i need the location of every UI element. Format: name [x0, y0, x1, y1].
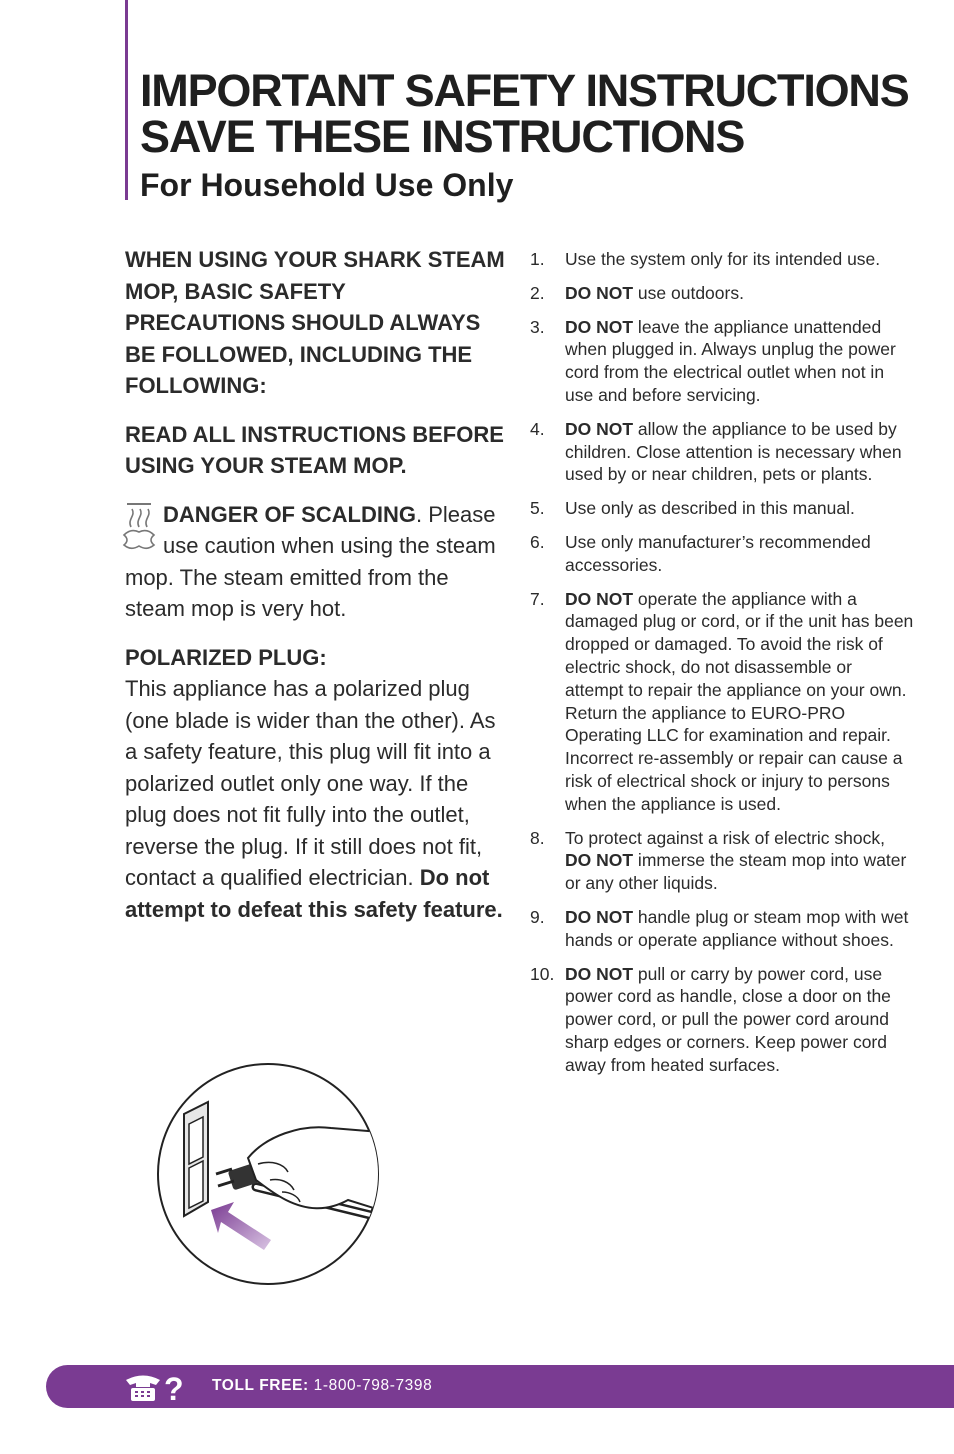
- instruction-item: [530, 282, 915, 305]
- instruction-item: [530, 248, 915, 271]
- footer-bar: [46, 1365, 954, 1408]
- instruction-number: 6.: [530, 531, 545, 552]
- instruction-emphasis: DO NOT: [565, 418, 634, 439]
- instruction-item: [530, 316, 915, 407]
- instruction-number: 4.: [530, 418, 545, 439]
- instruction-number: 7.: [530, 588, 545, 609]
- instruction-number: 5.: [530, 498, 545, 519]
- danger-heading: DANGER OF SCALDING: [163, 501, 416, 527]
- instruction-item: [530, 497, 915, 520]
- intro-warning: WHEN USING YOUR SHARK STEAM MOP, BASIC SAFETY PRECAUTIONS SHOULD ALWAYS BE FOLLOWED, INCLUDING THE FOLLOWING:: [125, 247, 505, 398]
- polarized-text: This appliance has a polarized plug (one blade is wider than the other). As a safety feature, this plug will fit into a polarized outlet only one way. If the plug does not fit fully into the outlet, reverse the plug. If it still does not fit, contact a qualified electrician.: [125, 676, 496, 890]
- steam-hot-icon: [121, 501, 157, 553]
- instruction-number: 8.: [530, 827, 545, 848]
- instruction-emphasis: DO NOT: [565, 963, 634, 984]
- instruction-item: [530, 531, 915, 577]
- title-accent-bar: [125, 0, 128, 200]
- instruction-number: 3.: [530, 316, 545, 337]
- instruction-lead-text: To protect against a risk of electric shock,: [565, 827, 885, 848]
- instruction-text: Use only as described in this manual.: [565, 498, 855, 519]
- instruction-number: 9.: [530, 906, 545, 927]
- instruction-emphasis: DO NOT: [565, 906, 634, 927]
- instruction-text: Use only manufacturer’s recommended accessories.: [565, 531, 871, 575]
- instruction-text: pull or carry by power cord, use power cord as handle, close a door on the power cord, or pull the power cord around sharp edges or corners. Keep power cord away from heated surfaces.: [565, 963, 891, 1075]
- instruction-text: operate the appliance with a damaged plug or cord, or if the unit has been dropped or damaged. To avoid the risk of electric shock, do not disassemble or attempt to repair the appliance on your own. Return the appliance to EURO-PRO Operating LLC for examination and repair. Incorrect re-assembly or repair can cause a risk of electrical shock or injury to persons when the appliance is used.: [565, 588, 914, 814]
- polarized-warning: Do not attempt to defeat this safety feature.: [125, 865, 503, 922]
- polarized-plug-illustration: [156, 1062, 380, 1286]
- instruction-item: [530, 963, 915, 1077]
- danger-paragraph: [125, 499, 505, 625]
- title-line-2: SAVE THESE INSTRUCTIONS: [140, 111, 745, 162]
- instruction-text: handle plug or steam mop with wet hands or operate appliance without shoes.: [565, 906, 909, 950]
- instruction-text: immerse the steam mop into water or any other liquids.: [565, 850, 907, 894]
- danger-period: .: [416, 501, 423, 527]
- title-line-1: IMPORTANT SAFETY INSTRUCTIONS: [140, 65, 909, 116]
- toll-free-label: TOLL FREE:: [212, 1377, 309, 1394]
- instruction-text: Use the system only for its intended use.: [565, 249, 881, 269]
- page-title: [140, 65, 909, 162]
- read-all-notice: READ ALL INSTRUCTIONS BEFORE USING YOUR STEAM MOP.: [125, 421, 504, 478]
- instruction-item: [530, 588, 915, 816]
- danger-text: Please use caution when using the steam mop. The steam emitted from the steam mop is very hot.: [125, 501, 496, 621]
- toll-free-line: [212, 1377, 432, 1395]
- instruction-item: [530, 906, 915, 952]
- polarized-paragraph: [125, 642, 505, 926]
- instructions-column: [530, 248, 915, 1088]
- instruction-number: 2.: [530, 282, 545, 303]
- instruction-emphasis: DO NOT: [565, 588, 634, 609]
- phone-question-icon: [124, 1370, 186, 1404]
- instruction-text: use outdoors.: [633, 282, 744, 303]
- instruction-text: leave the appliance unattended when plugged in. Always unplug the power cord from the electrical outlet when not in use and before servicing.: [565, 316, 896, 405]
- toll-free-number: 1-800-798-7398: [308, 1377, 433, 1394]
- page-subtitle: For Household Use Only: [140, 167, 514, 203]
- left-column: [125, 244, 505, 942]
- instruction-item: [530, 418, 915, 486]
- instructions-list: [530, 248, 915, 1077]
- svg-text:?: ?: [164, 1371, 184, 1404]
- instruction-emphasis: DO NOT: [565, 282, 634, 303]
- polarized-heading: POLARIZED PLUG:: [125, 644, 327, 670]
- instruction-emphasis: DO NOT: [565, 316, 634, 337]
- instruction-item: [530, 827, 915, 895]
- instruction-text: allow the appliance to be used by children. Close attention is necessary when used by or near children, pets or plants.: [565, 418, 902, 485]
- instruction-number: 10.: [530, 963, 555, 984]
- instruction-emphasis: DO NOT: [565, 850, 634, 871]
- instruction-number: 1.: [530, 249, 545, 269]
